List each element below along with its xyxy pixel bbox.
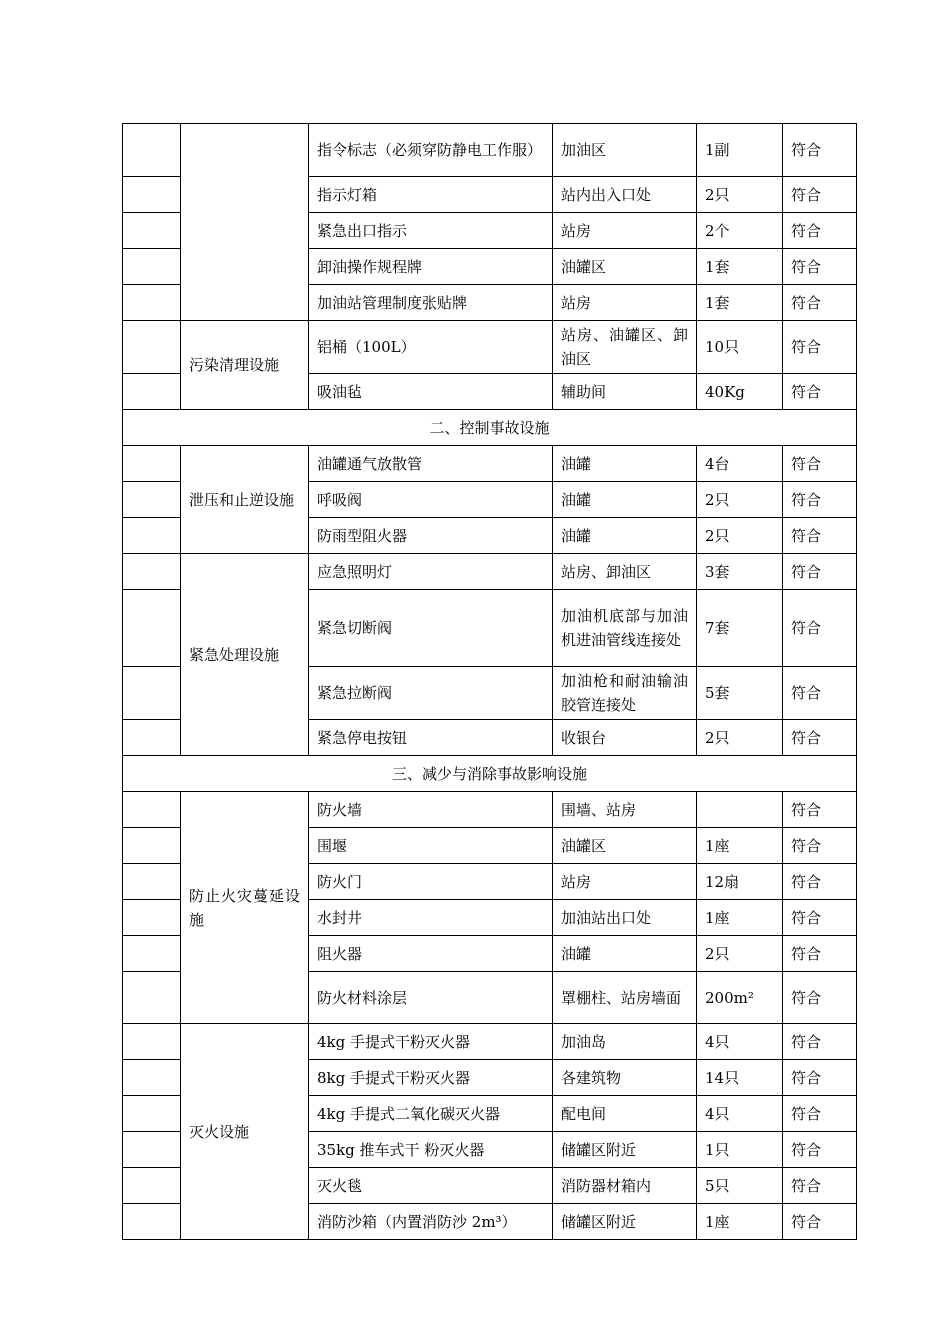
- index-cell: [123, 177, 181, 213]
- index-cell: [123, 1204, 181, 1240]
- section-header-row: [123, 410, 857, 446]
- category-cell: [181, 124, 309, 321]
- quantity-cell: 2只: [697, 720, 783, 756]
- result-cell: 符合: [783, 1024, 857, 1060]
- location-cell: 站房、油罐区、卸油区: [553, 321, 697, 374]
- result-cell: 符合: [783, 590, 857, 667]
- index-cell: [123, 828, 181, 864]
- location-cell: 加油机底部与加油机进油管线连接处: [553, 590, 697, 667]
- location-cell: 消防器材箱内: [553, 1168, 697, 1204]
- item-cell: 防雨型阻火器: [309, 518, 553, 554]
- result-cell: 符合: [783, 321, 857, 374]
- item-cell: 呼吸阀: [309, 482, 553, 518]
- item-cell: 灭火毯: [309, 1168, 553, 1204]
- result-cell: 符合: [783, 720, 857, 756]
- location-cell: 站房: [553, 285, 697, 321]
- index-cell: [123, 1024, 181, 1060]
- quantity-cell: 4只: [697, 1096, 783, 1132]
- location-cell: 围墙、站房: [553, 792, 697, 828]
- index-cell: [123, 213, 181, 249]
- location-cell: 站房: [553, 213, 697, 249]
- result-cell: 符合: [783, 936, 857, 972]
- index-cell: [123, 446, 181, 482]
- item-cell: 紧急切断阀: [309, 590, 553, 667]
- facility-table: [122, 123, 857, 1240]
- quantity-cell: 2个: [697, 213, 783, 249]
- location-cell: 加油区: [553, 124, 697, 177]
- location-cell: 收银台: [553, 720, 697, 756]
- location-cell: 油罐: [553, 936, 697, 972]
- table-row: [123, 792, 857, 828]
- index-cell: [123, 1096, 181, 1132]
- result-cell: 符合: [783, 792, 857, 828]
- quantity-cell: 7套: [697, 590, 783, 667]
- item-cell: 加油站管理制度张贴牌: [309, 285, 553, 321]
- category-cell: 紧急处理设施: [181, 554, 309, 756]
- location-cell: 油罐: [553, 482, 697, 518]
- item-cell: 紧急停电按钮: [309, 720, 553, 756]
- location-cell: 配电间: [553, 1096, 697, 1132]
- result-cell: 符合: [783, 518, 857, 554]
- item-cell: 紧急拉断阀: [309, 667, 553, 720]
- item-cell: 铝桶（100L）: [309, 321, 553, 374]
- result-cell: 符合: [783, 1168, 857, 1204]
- location-cell: 站房: [553, 864, 697, 900]
- quantity-cell: 1只: [697, 1132, 783, 1168]
- category-cell: 防止火灾蔓延设施: [181, 792, 309, 1024]
- table-row: [123, 554, 857, 590]
- item-cell: 防火墙: [309, 792, 553, 828]
- result-cell: 符合: [783, 554, 857, 590]
- quantity-cell: 200m²: [697, 972, 783, 1024]
- index-cell: [123, 667, 181, 720]
- table-row: [123, 124, 857, 177]
- quantity-cell: 1套: [697, 249, 783, 285]
- item-cell: 指令标志（必须穿防静电工作服）: [309, 124, 553, 177]
- index-cell: [123, 864, 181, 900]
- item-cell: 应急照明灯: [309, 554, 553, 590]
- index-cell: [123, 374, 181, 410]
- quantity-cell: 2只: [697, 518, 783, 554]
- result-cell: 符合: [783, 374, 857, 410]
- category-cell: 泄压和止逆设施: [181, 446, 309, 554]
- result-cell: 符合: [783, 285, 857, 321]
- item-cell: 4kg 手提式干粉灭火器: [309, 1024, 553, 1060]
- location-cell: 各建筑物: [553, 1060, 697, 1096]
- category-cell: 污染清理设施: [181, 321, 309, 410]
- index-cell: [123, 124, 181, 177]
- quantity-cell: 14只: [697, 1060, 783, 1096]
- quantity-cell: [697, 792, 783, 828]
- quantity-cell: 2只: [697, 482, 783, 518]
- location-cell: 加油站出口处: [553, 900, 697, 936]
- result-cell: 符合: [783, 667, 857, 720]
- index-cell: [123, 518, 181, 554]
- index-cell: [123, 249, 181, 285]
- index-cell: [123, 972, 181, 1024]
- index-cell: [123, 1060, 181, 1096]
- table-row: [123, 1024, 857, 1060]
- quantity-cell: 5套: [697, 667, 783, 720]
- item-cell: 卸油操作规程牌: [309, 249, 553, 285]
- quantity-cell: 3套: [697, 554, 783, 590]
- index-cell: [123, 792, 181, 828]
- location-cell: 储罐区附近: [553, 1204, 697, 1240]
- section-header-row: [123, 756, 857, 792]
- category-cell: 灭火设施: [181, 1024, 309, 1240]
- location-cell: 油罐区: [553, 828, 697, 864]
- result-cell: 符合: [783, 213, 857, 249]
- item-cell: 水封井: [309, 900, 553, 936]
- index-cell: [123, 590, 181, 667]
- index-cell: [123, 554, 181, 590]
- quantity-cell: 10只: [697, 321, 783, 374]
- quantity-cell: 2只: [697, 936, 783, 972]
- quantity-cell: 5只: [697, 1168, 783, 1204]
- result-cell: 符合: [783, 177, 857, 213]
- quantity-cell: 4只: [697, 1024, 783, 1060]
- index-cell: [123, 720, 181, 756]
- index-cell: [123, 321, 181, 374]
- item-cell: 消防沙箱（内置消防沙 2m³）: [309, 1204, 553, 1240]
- item-cell: 防火门: [309, 864, 553, 900]
- table-row: [123, 321, 857, 374]
- quantity-cell: 1座: [697, 900, 783, 936]
- location-cell: 油罐: [553, 518, 697, 554]
- item-cell: 8kg 手提式干粉灭火器: [309, 1060, 553, 1096]
- location-cell: 站内出入口处: [553, 177, 697, 213]
- item-cell: 4kg 手提式二氧化碳灭火器: [309, 1096, 553, 1132]
- item-cell: 阻火器: [309, 936, 553, 972]
- item-cell: 35kg 推车式干 粉灭火器: [309, 1132, 553, 1168]
- item-cell: 紧急出口指示: [309, 213, 553, 249]
- result-cell: 符合: [783, 446, 857, 482]
- result-cell: 符合: [783, 900, 857, 936]
- location-cell: 油罐: [553, 446, 697, 482]
- quantity-cell: 1座: [697, 828, 783, 864]
- result-cell: 符合: [783, 972, 857, 1024]
- quantity-cell: 1套: [697, 285, 783, 321]
- item-cell: 油罐通气放散管: [309, 446, 553, 482]
- quantity-cell: 1副: [697, 124, 783, 177]
- index-cell: [123, 936, 181, 972]
- index-cell: [123, 285, 181, 321]
- location-cell: 油罐区: [553, 249, 697, 285]
- quantity-cell: 4台: [697, 446, 783, 482]
- location-cell: 加油枪和耐油输油胶管连接处: [553, 667, 697, 720]
- quantity-cell: 2只: [697, 177, 783, 213]
- result-cell: 符合: [783, 828, 857, 864]
- location-cell: 储罐区附近: [553, 1132, 697, 1168]
- item-cell: 围堰: [309, 828, 553, 864]
- quantity-cell: 40Kg: [697, 374, 783, 410]
- result-cell: 符合: [783, 1132, 857, 1168]
- index-cell: [123, 900, 181, 936]
- result-cell: 符合: [783, 1204, 857, 1240]
- section-title: 二、控制事故设施: [123, 410, 857, 446]
- result-cell: 符合: [783, 1060, 857, 1096]
- table-row: [123, 446, 857, 482]
- location-cell: 加油岛: [553, 1024, 697, 1060]
- result-cell: 符合: [783, 482, 857, 518]
- quantity-cell: 1座: [697, 1204, 783, 1240]
- result-cell: 符合: [783, 249, 857, 285]
- location-cell: 站房、卸油区: [553, 554, 697, 590]
- location-cell: 罩棚柱、站房墙面: [553, 972, 697, 1024]
- item-cell: 指示灯箱: [309, 177, 553, 213]
- result-cell: 符合: [783, 864, 857, 900]
- item-cell: 防火材料涂层: [309, 972, 553, 1024]
- index-cell: [123, 482, 181, 518]
- item-cell: 吸油毡: [309, 374, 553, 410]
- result-cell: 符合: [783, 124, 857, 177]
- location-cell: 辅助间: [553, 374, 697, 410]
- index-cell: [123, 1132, 181, 1168]
- section-title: 三、减少与消除事故影响设施: [123, 756, 857, 792]
- quantity-cell: 12扇: [697, 864, 783, 900]
- result-cell: 符合: [783, 1096, 857, 1132]
- index-cell: [123, 1168, 181, 1204]
